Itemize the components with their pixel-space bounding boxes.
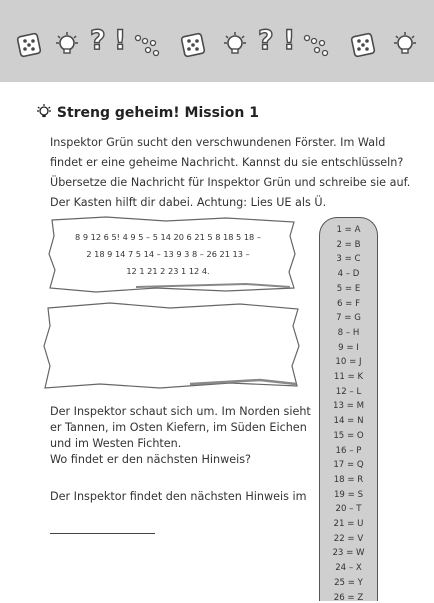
instruction-line: findet er eine geheime Nachricht. Kannst du sie entschlüsseln? [50, 156, 404, 169]
lightbulb-icon [222, 30, 248, 56]
header-banner [0, 0, 434, 82]
key-entry: 23 = W [332, 548, 365, 559]
question-mark-icon: ? [90, 25, 106, 56]
key-entry: 14 = N [333, 416, 364, 427]
dice-icon [16, 32, 42, 58]
key-entry: 22 = V [333, 533, 364, 544]
key-entry: 16 – P [335, 445, 362, 456]
dots-icon [303, 32, 329, 58]
answer-line[interactable] [50, 533, 155, 534]
key-entry: 9 = I [338, 342, 359, 353]
key-entry: 1 = A [336, 225, 361, 235]
key-entry: 19 = S [333, 489, 364, 500]
instructions [50, 133, 411, 213]
exclamation-mark-icon: ! [114, 25, 127, 56]
lightbulb-icon [392, 30, 418, 56]
story-line: und im Westen Fichten. [50, 437, 182, 450]
mission-heading [36, 103, 259, 121]
dots-icon [134, 32, 160, 58]
key-entry: 18 = R [333, 474, 364, 485]
story-text [50, 404, 320, 468]
key-entry: 8 – H [337, 327, 360, 338]
code-line: 8 9 12 6 5! 4 9 5 – 5 14 20 6 21 5 8 18 5 18 – [75, 232, 261, 242]
key-entry: 20 – T [335, 504, 362, 515]
key-entry: 5 = E [336, 283, 361, 294]
key-entry: 25 = Y [334, 577, 363, 588]
key-entry: 13 = M [332, 401, 364, 412]
lightbulb-icon [54, 30, 80, 56]
page-title: Streng geheim! Mission 1 [56, 105, 259, 121]
answer-paper[interactable] [40, 300, 304, 392]
coded-message [58, 229, 278, 280]
key-entry: 15 = O [333, 430, 364, 441]
key-entry: 3 = C [336, 254, 361, 265]
key-entry: 2 = B [336, 239, 361, 250]
instruction-line: Übersetze die Nachricht für Inspektor Grün und schreibe sie auf. [50, 176, 411, 189]
instruction-line: Der Kasten hilft dir dabei. Achtung: Lies UE als Ü. [50, 196, 327, 209]
key-entry: 21 = U [333, 519, 364, 529]
key-entry: 11 = K [333, 372, 364, 382]
story-line: er Tannen, im Osten Kiefern, im Süden Eichen [50, 421, 307, 434]
key-entry: 4 – D [337, 269, 360, 280]
story-line: Wo findet er den nächsten Hinweis? [50, 453, 251, 466]
key-entry: 6 = F [336, 298, 361, 309]
exclamation-mark-icon: ! [283, 25, 296, 56]
lightbulb-icon [36, 103, 52, 119]
dice-icon [350, 32, 376, 58]
story-line: Der Inspektor schaut sich um. Im Norden sieht [50, 405, 311, 418]
key-entry: 24 – X [335, 563, 362, 574]
key-entry: 10 = J [335, 357, 362, 368]
alphabet-key [319, 217, 378, 601]
question-mark-icon: ? [258, 25, 274, 56]
code-line: 12 1 21 2 23 1 12 4. [126, 266, 210, 276]
key-entry: 26 = Z [333, 592, 364, 603]
instruction-line: Inspektor Grün sucht den verschwundenen Förster. Im Wald [50, 136, 386, 149]
dice-icon [180, 32, 206, 58]
final-prompt: Der Inspektor findet den nächsten Hinweis im [50, 490, 307, 503]
key-entry: 12 – L [335, 386, 362, 397]
key-entry: 7 = G [336, 313, 361, 324]
key-entry: 17 = Q [333, 460, 364, 471]
code-line: 2 18 9 14 7 5 14 – 13 9 3 8 – 26 21 13 – [86, 249, 250, 259]
